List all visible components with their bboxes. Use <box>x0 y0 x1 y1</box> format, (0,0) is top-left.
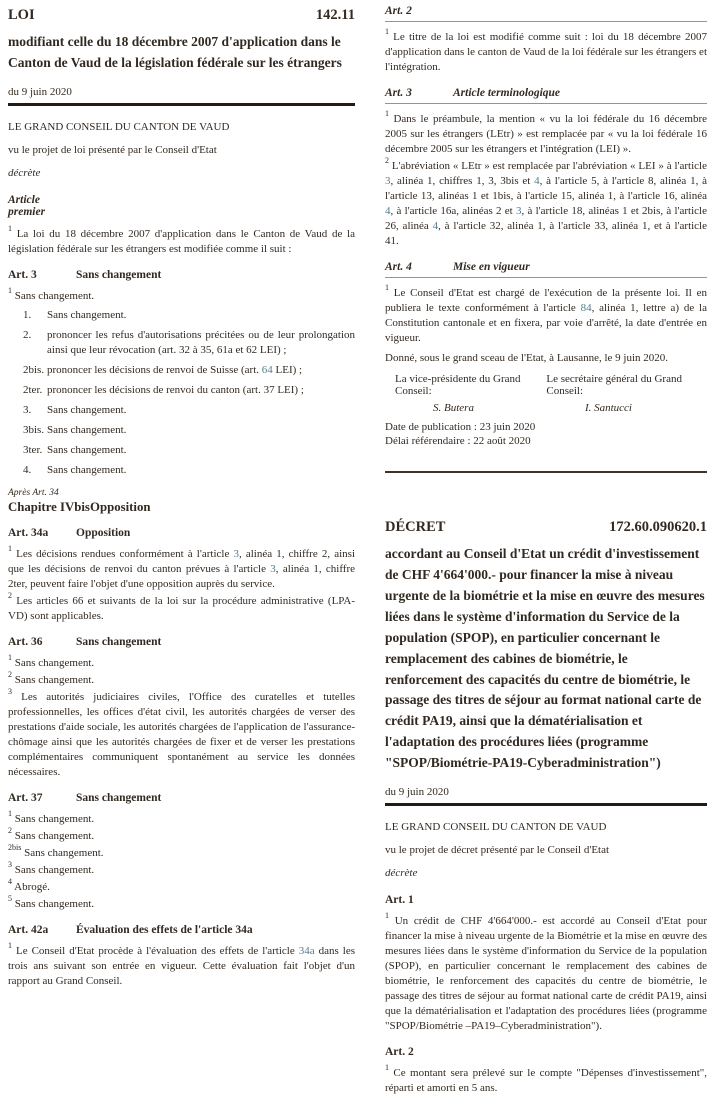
doc-header <box>8 7 355 24</box>
list-item <box>8 363 355 378</box>
list-text: Sans changement. <box>47 443 127 456</box>
paragraph: Donné, sous le grand sceau de l'Etat, à Lausanne, le 9 juin 2020. <box>385 352 669 364</box>
footnote-marker: 1 <box>8 544 12 554</box>
list-item <box>8 328 355 358</box>
list-text: Sans changement. <box>47 463 127 476</box>
article-ref-link[interactable]: 4 <box>385 205 391 217</box>
article-number: Art. 3 <box>385 87 412 99</box>
paragraph: vu le projet de décret présenté par le Conseil d'Etat <box>385 844 610 857</box>
doc-header <box>385 519 707 536</box>
paragraph: Date de publication : 23 juin 2020 <box>385 421 536 433</box>
article-ref-link[interactable]: 3 <box>233 547 239 560</box>
article-ref-link[interactable]: 4 <box>432 220 439 232</box>
chapter-number: Chapitre IVbis <box>8 499 90 514</box>
article-ref-link[interactable]: 3 <box>385 175 391 187</box>
paragraph: $^2$ L'abréviation « LEtr » est remplacée par l'abréviation « LEI » à l'article 3, alinéa 1, chiffres 1, 3, 3bis et 4, à l'article 5, à l'article 8, alinéa 1, à l'article 13, alinéas 1 et 1bis, à l'article 15, alinéa 1, à l'article 16, alinéa 4, à l'article 16a, alinéas 2 et 3, à l'article 18, alinéas 1 et 2bis, à l'article 26, alinéa 4, à l'article 32, alinéa 1, à l'article 33, alinéa 1, et à l'article 41. <box>385 156 707 247</box>
signature-role-right: Le secrétaire général du Grand Conseil: <box>546 373 682 397</box>
footnote-marker: 1 <box>385 27 389 37</box>
paragraph: $^1$ Sans changement. <box>8 286 95 302</box>
list-marker: 2ter. <box>23 383 43 396</box>
article-number: Art. 4 <box>385 261 412 273</box>
footnote-marker: 3 <box>8 860 12 870</box>
list-text: prononcer les refus d'autorisations précitées ou de leur prolongation ainsi que leur révocation (art. 32 à 35, 61a et 62 LEI) ; <box>47 328 355 356</box>
article-heading <box>8 194 355 218</box>
paragraph: vu le projet de loi présenté par le Conseil d'Etat <box>8 143 217 156</box>
article-ref-link[interactable]: 34a <box>298 944 315 957</box>
article-title: Opposition <box>76 526 131 539</box>
thick-rule <box>385 803 707 806</box>
article-heading <box>8 924 355 936</box>
list-marker: 2bis. <box>23 363 45 376</box>
footnote-marker: 1 <box>385 283 389 293</box>
article-ref-link[interactable]: 84 <box>580 302 592 314</box>
article-number: Art. 36 <box>8 635 43 648</box>
paragraph: LE GRAND CONSEIL DU CANTON DE VAUD <box>385 821 607 834</box>
paragraph: $^1$ La loi du 18 décembre 2007 d'application dans le Canton de Vaud de la législation fédérale sur les étrangers est modifiée comme il suit : <box>8 224 355 255</box>
article-number: Art. 37 <box>8 791 43 804</box>
footnote-marker: 3 <box>8 687 12 697</box>
article-heading <box>385 1046 707 1058</box>
doc-title: modifiant celle du 18 décembre 2007 d'application dans le Canton de Vaud de la législation fédérale sur les étrangers <box>8 34 342 70</box>
margin-note: Après Art. 34 <box>8 487 59 498</box>
article-heading <box>8 792 355 804</box>
list-marker: 3ter. <box>23 443 43 456</box>
list-marker: 3bis. <box>23 423 45 436</box>
article-heading <box>385 894 707 906</box>
doc-date: du 9 juin 2020 <box>8 85 72 98</box>
article-heading <box>8 527 355 539</box>
chapter-heading <box>8 500 355 515</box>
article-heading <box>385 5 707 22</box>
paragraph: LE GRAND CONSEIL DU CANTON DE VAUD <box>8 120 230 133</box>
list-text: Sans changement. <box>47 423 127 436</box>
footnote-marker: 2 <box>8 826 12 836</box>
article-ref-link[interactable]: 4 <box>534 175 540 187</box>
doc-date: du 9 juin 2020 <box>385 786 449 799</box>
paragraph: $^3$ Sans changement. <box>8 860 95 876</box>
paragraph: $^1$ Sans changement. <box>8 809 95 825</box>
article-title: Évaluation des effets de l'article 34a <box>76 923 253 936</box>
thick-rule <box>8 103 355 106</box>
article-number: Art. 3 <box>8 268 37 281</box>
chapter-title: Opposition <box>90 499 151 514</box>
article-number: Art. 34a <box>8 526 49 539</box>
footnote-marker: 2 <box>8 591 12 601</box>
paragraph: $^1$ Ce montant sera prélevé sur le compte "Dépenses d'investissement", réparti et amorti en 5 ans. <box>385 1063 707 1095</box>
list-text: prononcer les décisions de renvoi de Suisse (art. 64 LEI) ; <box>47 363 303 376</box>
paragraph: $^4$ Abrogé. <box>8 877 50 893</box>
list-text: Sans changement. <box>47 308 127 321</box>
article-number: Art. 1 <box>385 894 414 907</box>
paragraph: $^3$ Les autorités judiciaires civiles, l'Office des curatelles et tutelles professionnelles, les offices d'état civil, les autorités chargées de verser des prestations d'aide sociale, les autorités chargées de l'application de l'assurance-chômage ainsi que les autorités chargées de fixer et de verser les prestations complémentaires communiquent spontanément au service les données nécessaires. <box>8 687 355 778</box>
paragraph: Délai référendaire : 22 août 2020 <box>385 435 531 447</box>
footnote-marker: 1 <box>8 286 12 296</box>
signature-names <box>385 402 707 414</box>
list-item <box>8 308 355 323</box>
list-item <box>8 383 355 398</box>
list-marker: 2. <box>23 328 32 341</box>
list-marker: 4. <box>23 463 32 476</box>
article-number: Art. 2 <box>385 1046 414 1059</box>
paragraph: $^5$ Sans changement. <box>8 894 95 910</box>
doc-code: 142.11 <box>315 7 355 23</box>
footnote-marker: 4 <box>8 877 12 887</box>
footnote-marker: 1 <box>8 224 12 234</box>
article-title: Article terminologique <box>453 87 561 99</box>
article-ref-link[interactable]: 64 <box>261 363 273 376</box>
list-text: Sans changement. <box>47 403 127 416</box>
article-title: Sans changement <box>76 635 162 648</box>
paragraph: $^2$ Les articles 66 et suivants de la loi sur la procédure administrative (LPA-VD) sont applicables. <box>8 591 355 622</box>
paragraph: $^1$ Le Conseil d'Etat procède à l'évaluation des effets de l'article 34a dans les trois ans suivant son entrée en vigueur. Cette évaluation fait l'objet d'un rapport au Grand Conseil. <box>8 941 356 987</box>
list-marker: 1. <box>23 308 32 321</box>
paragraph: $^2$ Sans changement. <box>8 826 95 842</box>
article-number: Article premier <box>8 193 46 218</box>
signature-role-left: La vice-présidente du Grand Conseil: <box>395 373 521 397</box>
article-heading <box>385 87 707 104</box>
footnote-marker: 1 <box>8 941 12 951</box>
decree-word: décrète <box>385 867 418 880</box>
doc-kind: LOI <box>8 7 35 23</box>
footnote-marker: 2bis <box>8 843 22 853</box>
paragraph: $^1$ Dans le préambule, la mention « vu la loi fédérale du 16 décembre 2005 sur les étrangers (LEtr) » est remplacée par « vu la loi fédérale 16 décembre 2005 sur les étrangers et l'intégration (LEI) ». <box>385 109 707 155</box>
signature-roles <box>385 373 707 397</box>
footnote-marker: 1 <box>385 1063 389 1073</box>
article-ref-link[interactable]: 3 <box>270 562 276 575</box>
article-number: Art. 42a <box>8 923 49 936</box>
article-number: Art. 2 <box>385 5 412 17</box>
list-item <box>8 463 355 478</box>
signature-name-left: S. Butera <box>433 402 474 414</box>
right-column <box>385 5 707 1098</box>
signature-name-right: I. Santucci <box>584 402 632 414</box>
paragraph: $^{2bis}$ Sans changement. <box>8 843 104 859</box>
paragraph: $^1$ Un crédit de CHF 4'664'000.- est accordé au Conseil d'Etat pour financer la mise à niveau urgente de la Biométrie et la mise en œuvre des mesures liées dans le système d'information du Service de la population (SPOP), en particulier concernant le remplacement des cabines de biométrie, le renforcement des capacités du centre de biométrie, le passage des titres de séjour au format national carte de crédit PA19, ainsi que la dématérialisation et l'adaptation des procédures liées (programme "SPOP/Biométrie –PA19–Cyberadministration"). <box>385 911 707 1033</box>
article-heading <box>385 261 707 278</box>
list-item <box>8 443 355 458</box>
footnote-marker: 1 <box>385 109 389 119</box>
section-separator-rule <box>385 471 707 473</box>
footnote-marker: 1 <box>8 809 12 819</box>
article-title: Mise en vigueur <box>453 261 530 273</box>
footnote-marker: 2 <box>8 670 12 680</box>
paragraph: $^2$ Sans changement. <box>8 670 95 686</box>
paragraph: $^1$ Le titre de la loi est modifié comme suit : loi du 18 décembre 2007 d'application dans le canton de Vaud de la loi fédérale sur les étrangers et l'intégration. <box>385 27 707 73</box>
footnote-marker: 1 <box>385 911 389 921</box>
paragraph: $^1$ Sans changement. <box>8 653 95 669</box>
left-column <box>8 5 355 1098</box>
paragraph: $^1$ Le Conseil d'Etat est chargé de l'exécution de la présente loi. Il en publiera le texte conformément à l'article 84, alinéa 1, lettre a) de la Constitution cantonale et en fixera, par voie d'arrêté, la date d'entrée en vigueur. <box>385 283 707 344</box>
doc-kind: DÉCRET <box>385 519 446 535</box>
paragraph: $^1$ Les décisions rendues conformément à l'article 3, alinéa 1, chiffre 2, ainsi que les décisions de renvoi du canton prévues à l'article 3, alinéa 1, chiffre 2ter, peuvent faire l'objet d'une opposition auprès du service. <box>8 544 355 590</box>
doc-code: 172.60.090620.1 <box>609 519 707 535</box>
article-title: Sans changement <box>76 791 162 804</box>
article-heading <box>8 269 355 281</box>
list-text: prononcer les décisions de renvoi du canton (art. 37 LEI) ; <box>47 383 304 396</box>
list-item <box>8 423 355 438</box>
footnote-marker: 5 <box>8 894 12 904</box>
article-ref-link[interactable]: 3 <box>515 205 522 217</box>
list-marker: 3. <box>23 403 32 416</box>
footnote-marker: 2 <box>385 156 389 166</box>
list-item <box>8 403 355 418</box>
doc-title: accordant au Conseil d'Etat un crédit d'investissement de CHF 4'664'000.- pour financer la mise à niveau urgente de la biométrie et la mise en œuvre des mesures liées dans le système d'information du Service de la population (SPOP), en particulier concernant le remplacement des cabines de biométrie, le renforcement des capacités du centre de biométrie, le passage des titres de séjour au format national carte de crédit PA19, ainsi que la dématérialisation et l'adaptation des procédures liées (programme "SPOP/Biométrie-PA19-Cyberadministration") <box>385 546 705 771</box>
footnote-marker: 1 <box>8 653 12 663</box>
article-heading <box>8 636 355 648</box>
decree-word: décrète <box>8 166 41 179</box>
article-title: Sans changement <box>76 268 162 281</box>
